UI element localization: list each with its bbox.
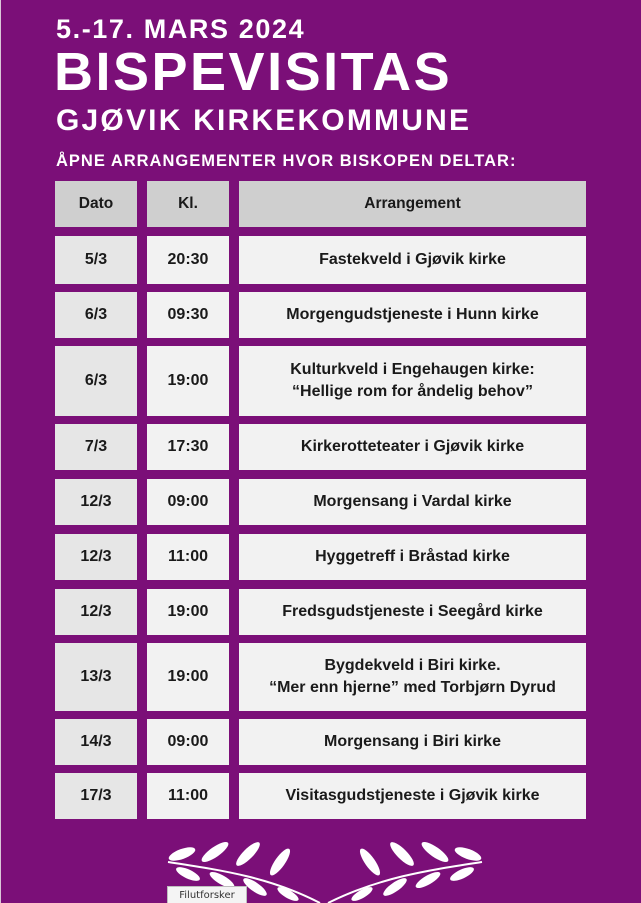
row-event-text: Morgensang i Biri kirke [324, 733, 501, 750]
row-date: 7/3 [55, 424, 137, 470]
date-range: 5.-17. MARS 2024 [56, 14, 306, 44]
row-time: 09:30 [147, 292, 229, 338]
row-time: 17:30 [147, 424, 229, 470]
row-time: 09:00 [147, 479, 229, 525]
column-header-kl: Kl. [147, 181, 229, 227]
row-event-text: Visitasgudstjeneste i Gjøvik kirke [285, 787, 540, 804]
row-time: 11:00 [147, 773, 229, 819]
row-date: 12/3 [55, 589, 137, 635]
row-event [239, 292, 586, 338]
row-date: 17/3 [55, 773, 137, 819]
row-time: 19:00 [147, 589, 229, 635]
row-date: 14/3 [55, 719, 137, 765]
tooltip: Filutforsker [167, 886, 247, 903]
row-event [239, 534, 586, 580]
row-event [239, 773, 586, 819]
row-event [239, 589, 586, 635]
row-time: 19:00 [147, 643, 229, 711]
page-title: BISPEVISITAS [54, 42, 453, 102]
row-date: 13/3 [55, 643, 137, 711]
row-time: 09:00 [147, 719, 229, 765]
row-date: 5/3 [55, 236, 137, 284]
row-date: 6/3 [55, 346, 137, 416]
row-event-text: Kulturkveld i Engehaugen kirke: “Hellige rom for åndelig behov” [290, 361, 535, 400]
row-event [239, 719, 586, 765]
row-event-text: Bygdekveld i Biri kirke. “Mer enn hjerne” med Torbjørn Dyrud [269, 657, 556, 696]
row-date: 12/3 [55, 534, 137, 580]
row-event [239, 346, 586, 416]
row-event-text: Morgensang i Vardal kirke [313, 493, 512, 510]
row-time: 11:00 [147, 534, 229, 580]
row-date: 12/3 [55, 479, 137, 525]
row-event-text: Morgengudstjeneste i Hunn kirke [286, 306, 539, 323]
intro-text: ÅPNE ARRANGEMENTER HVOR BISKOPEN DELTAR: [56, 152, 517, 170]
row-event-text: Kirkerotteteater i Gjøvik kirke [300, 438, 525, 455]
row-date: 6/3 [55, 292, 137, 338]
column-header-dato: Dato [55, 181, 137, 227]
row-event-text: Hyggetreff i Bråstad kirke [315, 548, 510, 565]
page-subtitle: GJØVIK KIRKEKOMMUNE [56, 104, 472, 137]
column-header-arrangement: Arrangement [239, 181, 586, 227]
row-event [239, 479, 586, 525]
row-event [239, 236, 586, 284]
row-event-text: Fredsgudstjeneste i Seegård kirke [282, 603, 543, 620]
row-time: 19:00 [147, 346, 229, 416]
row-event [239, 643, 586, 711]
row-event [239, 424, 586, 470]
row-event-text: Fastekveld i Gjøvik kirke [319, 251, 506, 268]
row-time: 20:30 [147, 236, 229, 284]
